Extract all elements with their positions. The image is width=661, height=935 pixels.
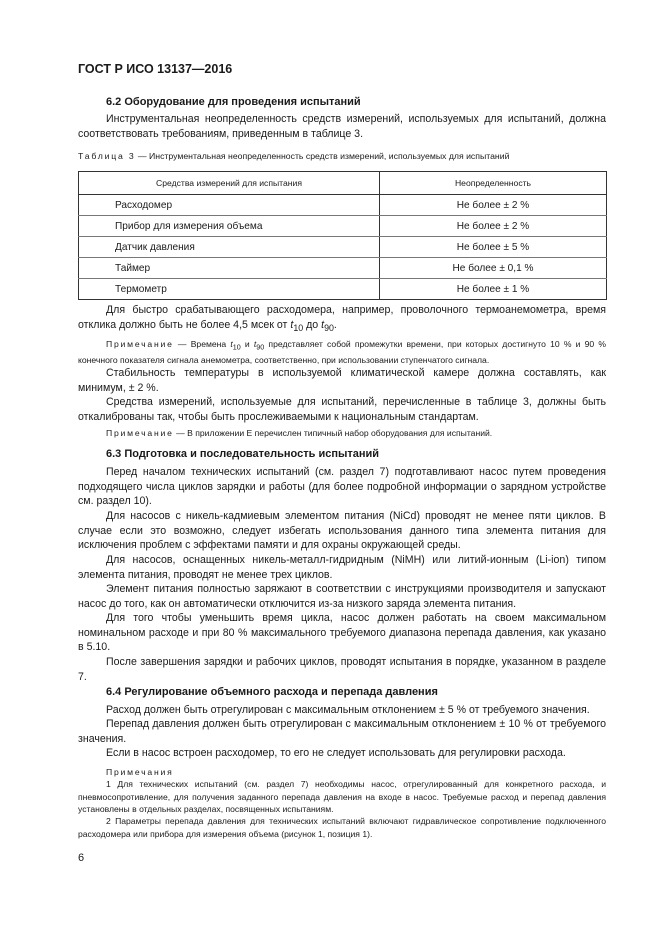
paragraph: Для насосов с никель-кадмиевым элементом питания (NiCd) проводят не менее пяти циклов. В случае если это возможно, следует избегать использования данного типа элемента питания для исключения проблем с эффектами памяти и для охраны окружающей среды. [78, 510, 606, 551]
page-number: 6 [78, 852, 85, 864]
table-cell: Не более ± 2 % [380, 195, 607, 216]
note: Примечание — В приложении Е перечислен типичный набор оборудования для испытаний. [106, 428, 493, 438]
table-row [79, 279, 607, 300]
paragraph: Перед началом технических испытаний (см. раздел 7) подготавливают насос путем проведения подходящего числа циклов зарядки и работы (для более подробной информации о зарядном устройстве см. раздел 10). [78, 466, 606, 507]
note: 1 Для технических испытаний (см. раздел 7) необходимы насос, отрегулированный для конкретного расхода, и пневмосопротивление, для получения заданного перепада давления на входе в насос. Требуемые расход и перепад давления установлены в отдельных разделах, посвященных испытаниям. [78, 779, 606, 814]
column-header: Средства измерений для испытания [79, 172, 380, 195]
table-cell: Расходомер [79, 195, 380, 216]
column-header: Неопределенность [380, 172, 607, 195]
paragraph: Средства измерений, используемые для испытаний, перечисленные в таблице 3, должны быть откалиброваны так, чтобы быть прослеживаемыми к национальным стандартам. [78, 396, 606, 423]
paragraph: Если в насос встроен расходомер, то его не следует использовать для регулировки расхода. [106, 747, 566, 759]
paragraph: Расход должен быть отрегулирован с максимальным отклонением ± 5 % от требуемого значения. [106, 704, 590, 716]
notes-label: Примечания [106, 767, 174, 777]
paragraph: Инструментальная неопределенность средств измерений, используемых для испытаний, должна соответствовать требованиям, приведенным в таблице 3. [78, 113, 606, 140]
section-6-3-title: 6.3 Подготовка и последовательность испытаний [106, 448, 380, 460]
section-6-4-title: 6.4 Регулирование объемного расхода и перепада давления [106, 686, 438, 698]
table-caption: Таблица 3 — Инструментальная неопределенность средств измерений, используемых для испытаний [78, 151, 510, 161]
table-header-row [79, 172, 607, 195]
table-cell: Таймер [79, 258, 380, 279]
table-cell: Термометр [79, 279, 380, 300]
paragraph: Для насосов, оснащенных никель-металл-гидридным (NiMH) или литий-ионным (Li-ion) типом элемента питания, проводят не менее трех циклов. [78, 554, 606, 581]
table-cell: Не более ± 0,1 % [380, 258, 607, 279]
table-cell: Не более ± 5 % [380, 237, 607, 258]
table-cell: Прибор для измерения объема [79, 216, 380, 237]
document-header: ГОСТ Р ИСО 13137—2016 [78, 62, 233, 76]
table-row [79, 258, 607, 279]
paragraph: Для того чтобы уменьшить время цикла, насос должен работать на своем максимальном номинальном расходе и при 80 % максимального требуемого диапазона перепада давления, как указано в 5.10. [78, 612, 606, 653]
paragraph: Элемент питания полностью заряжают в соответствии с инструкциями производителя и запускают насос до того, как он автоматически отключится из-за низкого заряда элемента питания. [78, 583, 606, 610]
paragraph: Перепад давления должен быть отрегулирован с максимальным отклонением ± 10 % от требуемого значения. [78, 718, 606, 745]
uncertainty-table [78, 171, 607, 300]
note: 2 Параметры перепада давления для технических испытаний включают гидравлическое сопротивление подключенного расходомера или прибора для измерения объема (рисунок 1, позиция 1). [78, 816, 606, 839]
table-row [79, 195, 607, 216]
table-row [79, 216, 607, 237]
section-6-2-title: 6.2 Оборудование для проведения испытаний [106, 96, 361, 108]
note: Примечание — Времена $t_{10}$ и $t_{90}$ представляет собой промежутки времени, при которых достигнуто 10 % и 90 % конечного показателя сигнала анемометра, соответственно, при использовании ступенчатого сигнала. [78, 339, 607, 366]
paragraph: Для быстро срабатывающего расходомера, например, проволочного термоанемометра, время отклика должно быть не более 4,5 мсек от $t_{10}$ до $t_{90}$. [78, 304, 606, 333]
table-cell: Датчик давления [79, 237, 380, 258]
table-caption-label: Таблица 3 [78, 151, 136, 161]
paragraph: После завершения зарядки и рабочих циклов, проводят испытания в порядке, указанном в разделе 7. [78, 656, 606, 683]
table-cell: Не более ± 1 % [380, 279, 607, 300]
table-cell: Не более ± 2 % [380, 216, 607, 237]
paragraph: Стабильность температуры в используемой климатической камере должна составлять, как минимум, ± 2 %. [78, 367, 606, 394]
table-row [79, 237, 607, 258]
